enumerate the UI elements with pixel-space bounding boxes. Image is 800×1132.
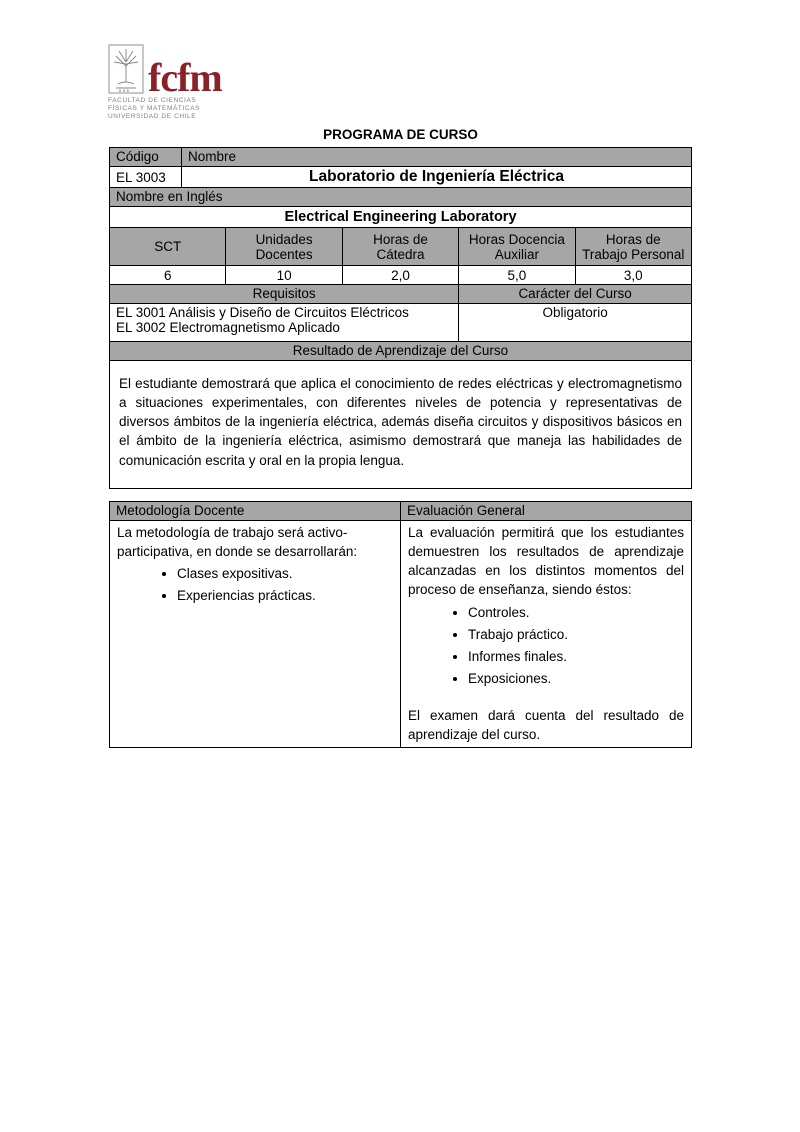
- fcfm-logo: [108, 44, 248, 121]
- hours-header-cell: Unidades Docentes: [226, 228, 342, 266]
- english-name-table: [109, 187, 692, 228]
- requisitos-table: [109, 284, 692, 342]
- hours-header-cell: Horas de Cátedra: [342, 228, 458, 266]
- requisitos-header-cell: Requisitos: [110, 285, 459, 304]
- hours-header-cell: Horas Docencia Auxiliar: [459, 228, 575, 266]
- hours-header-cell: SCT: [110, 228, 226, 266]
- evaluacion-header-cell: Evaluación General: [401, 502, 692, 521]
- resultado-header-cell: Resultado de Aprendizaje del Curso: [110, 342, 692, 361]
- tree-icon: [108, 44, 144, 94]
- list-item: • Trabajo práctico.: [468, 625, 684, 644]
- codigo-header-cell: Código: [110, 148, 182, 167]
- resultado-text-cell: [110, 361, 692, 489]
- english-label-cell: Nombre en Inglés: [110, 188, 692, 207]
- code-name-table: [109, 147, 692, 188]
- english-name-cell: Electrical Engineering Laboratory: [110, 207, 692, 228]
- evaluacion-body-cell: [401, 521, 692, 748]
- evaluacion-outro: El examen dará cuenta del resultado de aprendizaje del curso.: [408, 708, 684, 743]
- document-body: [109, 127, 692, 748]
- hours-header-cell: Horas de Trabajo Personal: [575, 228, 691, 266]
- metodologia-intro: La metodología de trabajo será activo-participativa, en donde se desarrollarán:: [117, 525, 358, 560]
- logo-caption-line: FACULTAD DE CIENCIAS: [108, 97, 197, 104]
- list-item: • Informes finales.: [468, 647, 684, 666]
- svg-text:▲▲▲: ▲▲▲: [118, 87, 130, 93]
- hours-value-cell: 2,0: [342, 266, 458, 285]
- requisitos-value-cell: [110, 304, 459, 342]
- evaluacion-intro: La evaluación permitirá que los estudiantes demuestren los resultados de aprendizaje alcanzadas en los distintos momentos del proceso de enseñanza, siendo éstos:: [408, 525, 684, 598]
- page-title: PROGRAMA DE CURSO: [323, 127, 478, 142]
- nombre-header-cell: Nombre: [182, 148, 692, 167]
- hours-table: [109, 227, 692, 285]
- hours-value-cell: 5,0: [459, 266, 575, 285]
- list-item: • Exposiciones.: [468, 669, 684, 688]
- caracter-header-cell: Carácter del Curso: [459, 285, 692, 304]
- list-item: • Clases expositivas.: [177, 564, 393, 583]
- resultado-table: [109, 341, 692, 489]
- metodologia-evaluacion-table: [109, 501, 692, 748]
- logo-caption: [108, 97, 248, 121]
- metodologia-body-cell: [110, 521, 401, 748]
- codigo-value-cell: EL 3003: [110, 167, 182, 188]
- list-item: • Experiencias prácticas.: [177, 586, 393, 605]
- list-item: • Controles.: [468, 603, 684, 622]
- resultado-paragraph: El estudiante demostrará que aplica el conocimiento de redes eléctricas y electromagnetismo a situaciones experimentales, con diferentes niveles de potencia y representativas de diversos ámbitos de la ingeniería eléctrica, además diseña circuitos y dispositivos básicos en el ámbito de la ingeniería eléctrica, asimismo demostrará que maneja las habilidades de comunicación escrita y oral en la propia lengua.: [119, 376, 682, 468]
- evaluacion-bullets: [408, 603, 684, 689]
- caracter-value-cell: Obligatorio: [459, 304, 692, 342]
- requisito-item: EL 3001 Análisis y Diseño de Circuitos Eléctricos: [116, 305, 409, 320]
- logo-caption-line: FÍSICAS Y MATEMÁTICAS: [108, 105, 201, 113]
- metodologia-header-cell: Metodología Docente: [110, 502, 401, 521]
- hours-value-cell: 10: [226, 266, 342, 285]
- requisito-item: EL 3002 Electromagnetismo Aplicado: [116, 320, 340, 335]
- fcfm-logo-top: [108, 44, 248, 100]
- hours-value-cell: 3,0: [575, 266, 691, 285]
- logo-caption-line: UNIVERSIDAD DE CHILE: [108, 113, 197, 121]
- fcfm-wordmark: fcfm: [148, 55, 222, 100]
- metodologia-bullets: [117, 564, 393, 605]
- hours-value-cell: 6: [110, 266, 226, 285]
- course-name-cell: Laboratorio de Ingeniería Eléctrica: [182, 167, 692, 188]
